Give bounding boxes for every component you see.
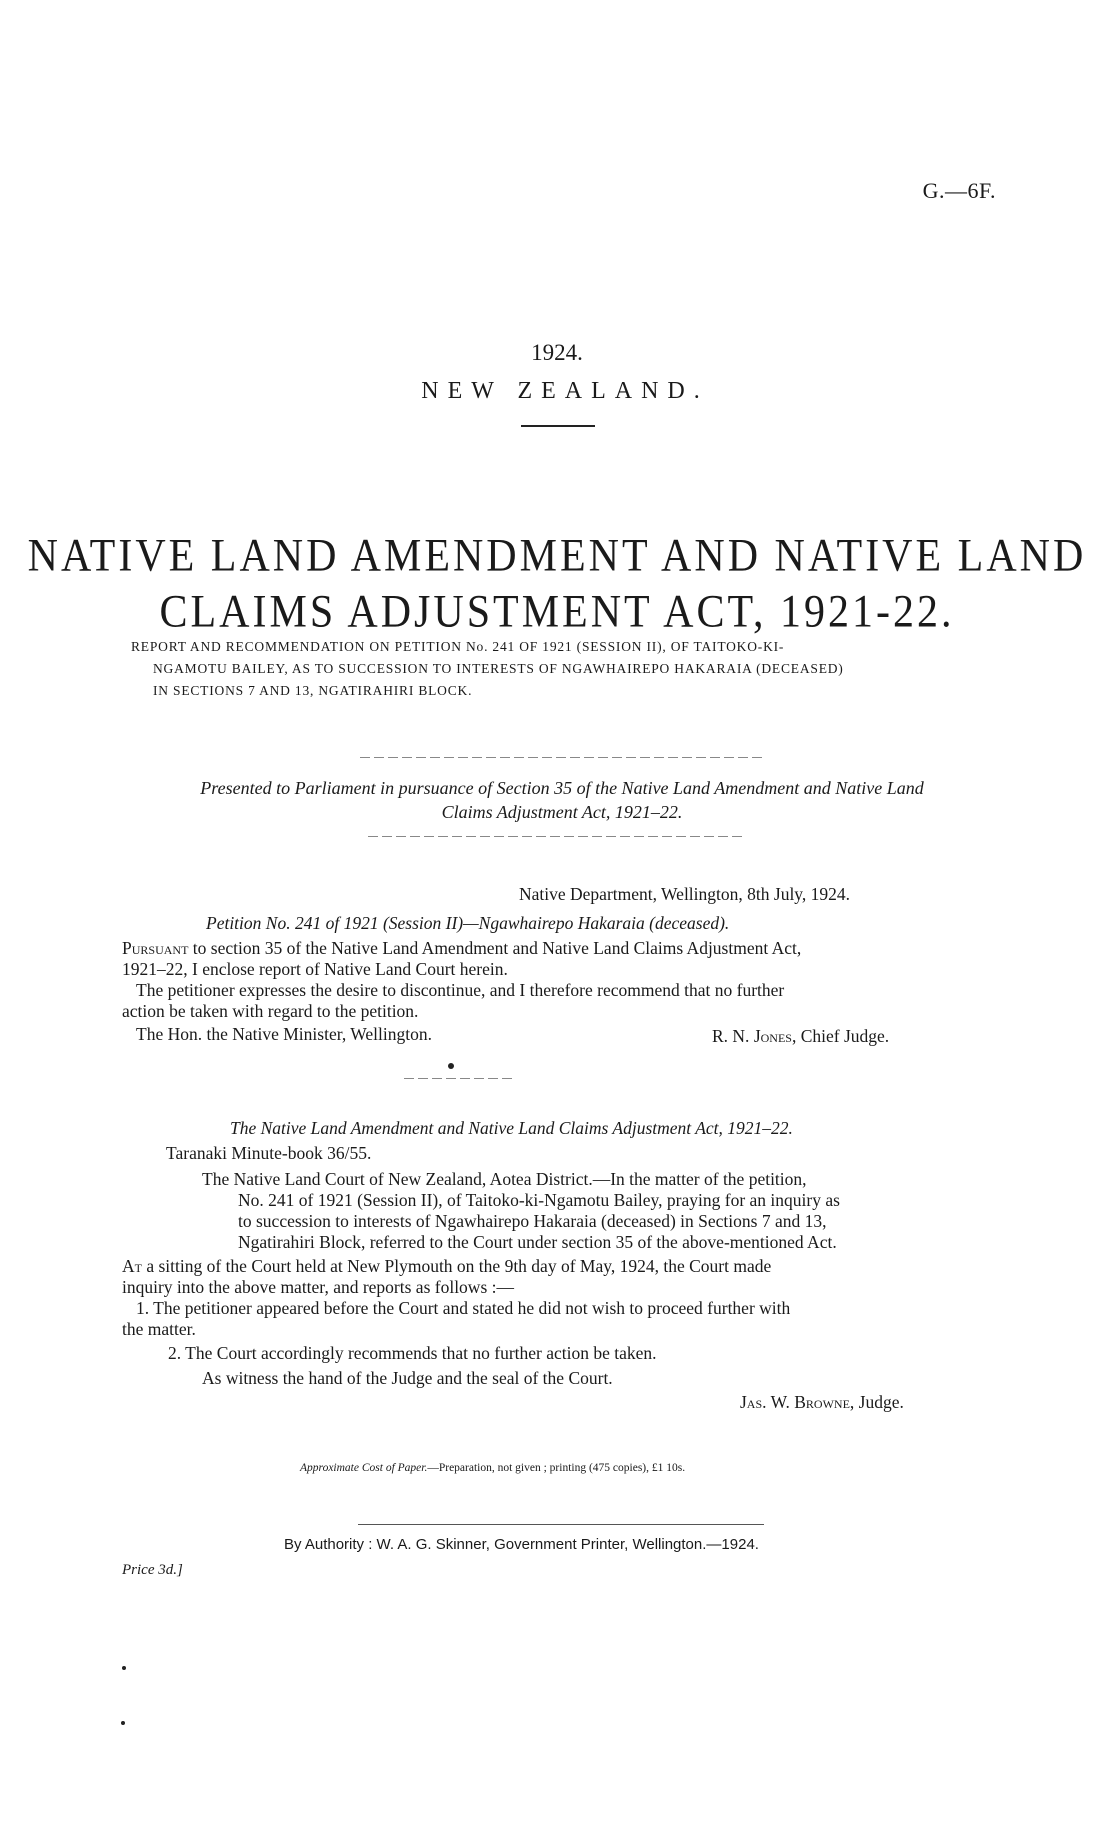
court-matter-line-3: to succession to interests of Ngawhairepo Hakaraia (deceased) in Sections 7 and 13, bbox=[238, 1211, 827, 1231]
petition-heading: Petition No. 241 of 1921 (Session II)—Ngawhairepo Hakaraia (deceased). bbox=[206, 913, 730, 933]
section-divider bbox=[360, 757, 764, 758]
letter-paragraph-1 bbox=[122, 938, 994, 980]
drop-word: Pursuant bbox=[122, 938, 189, 958]
letter-dateline: Native Department, Wellington, 8th July, 1924. bbox=[519, 884, 851, 904]
drop-word: At bbox=[122, 1256, 142, 1276]
judge-name: Browne bbox=[794, 1392, 850, 1412]
section-divider bbox=[368, 836, 744, 837]
report-item-2: 2. The Court accordingly recommends that no further action be taken. bbox=[168, 1343, 657, 1363]
stray-dot bbox=[122, 1666, 126, 1670]
letter-signature: R. N. Jones, Chief Judge. bbox=[712, 1026, 890, 1046]
subtitle-line-1: REPORT AND RECOMMENDATION ON PETITION No. 241 OF 1921 (SESSION II), OF TAITOKO-KI- bbox=[131, 639, 785, 654]
witness-clause: As witness the hand of the Judge and the seal of the Court. bbox=[202, 1368, 613, 1388]
letter-paragraph-1-line-1: Pursuant to section 35 of the Native Land Amendment and Native Land Claims Adjustment Act, bbox=[122, 938, 802, 958]
printing-authority: By Authority : W. A. G. Skinner, Government Printer, Wellington.—1924. bbox=[284, 1536, 759, 1553]
minute-book-reference: Taranaki Minute-book 36/55. bbox=[166, 1143, 372, 1163]
court-matter-line-4: Ngatirahiri Block, referred to the Court under section 35 of the above-mentioned Act. bbox=[238, 1232, 837, 1252]
presentation-line-2: Claims Adjustment Act, 1921–22. bbox=[441, 802, 683, 822]
report-act-heading: The Native Land Amendment and Native Land Claims Adjustment Act, 1921–22. bbox=[230, 1118, 793, 1138]
footer-rule bbox=[358, 1524, 764, 1525]
act-title-line-1: NATIVE LAND AMENDMENT AND NATIVE LAND bbox=[27, 530, 1087, 582]
letter-paragraph-1-line-2: 1921–22, I enclose report of Native Land Court herein. bbox=[122, 959, 508, 979]
document-reference: G.—6F. bbox=[922, 178, 996, 203]
masthead-rule bbox=[521, 425, 595, 427]
stray-dot bbox=[121, 1721, 125, 1725]
sitting-line-2: inquiry into the above matter, and reports as follows :— bbox=[122, 1277, 514, 1297]
presentation-line-1: Presented to Parliament in pursuance of Section 35 of the Native Land Amendment and Native Land bbox=[200, 778, 924, 798]
letter-paragraph-2-line-2: action be taken with regard to the petition. bbox=[122, 1001, 419, 1021]
court-matter-paragraph bbox=[202, 1169, 995, 1253]
ornament-dot bbox=[448, 1063, 454, 1069]
signatory-name: Jones bbox=[753, 1026, 792, 1046]
sitting-paragraph bbox=[122, 1256, 994, 1298]
judge-signature: Jas. W. Browne, Judge. bbox=[740, 1392, 904, 1412]
court-matter-line-1: The Native Land Court of New Zealand, Aotea District.—In the matter of the petition, bbox=[202, 1169, 807, 1189]
cost-note: Approximate Cost of Paper.—Preparation, not given ; printing (475 copies), £1 10s. bbox=[300, 1462, 686, 1474]
letter-paragraph-2-line-1: The petitioner expresses the desire to discontinue, and I therefore recommend that no further bbox=[136, 980, 785, 1000]
report-item-1-line-1: 1. The petitioner appeared before the Court and stated he did not wish to proceed further with bbox=[136, 1298, 791, 1318]
court-matter-line-2: No. 241 of 1921 (Session II), of Taitoko-ki-Ngamotu Bailey, praying for an inquiry as bbox=[238, 1190, 840, 1210]
subtitle-line-3: IN SECTIONS 7 AND 13, NGATIRAHIRI BLOCK. bbox=[153, 683, 473, 698]
sitting-line-1: At a sitting of the Court held at New Plymouth on the 9th day of May, 1924, the Court made bbox=[122, 1256, 772, 1276]
letter-paragraph-2 bbox=[122, 980, 994, 1022]
country-heading: NEW ZEALAND. bbox=[421, 378, 709, 404]
report-item-1-line-2: the matter. bbox=[122, 1319, 196, 1339]
subtitle-line-2: NGAMOTU BAILEY, AS TO SUCCESSION TO INTERESTS OF NGAWHAIREPO HAKARAIA (DECEASED) bbox=[153, 661, 844, 676]
report-item-1 bbox=[122, 1298, 994, 1340]
presentation-note bbox=[131, 776, 993, 824]
price-note: Price 3d.] bbox=[122, 1562, 183, 1578]
act-title bbox=[0, 528, 1114, 640]
document-year: 1924. bbox=[531, 340, 583, 365]
report-subtitle bbox=[131, 636, 993, 702]
section-divider bbox=[404, 1078, 514, 1079]
letter-addressee: The Hon. the Native Minister, Wellington. bbox=[136, 1024, 432, 1044]
act-title-line-2: CLAIMS ADJUSTMENT ACT, 1921-22. bbox=[159, 586, 955, 638]
